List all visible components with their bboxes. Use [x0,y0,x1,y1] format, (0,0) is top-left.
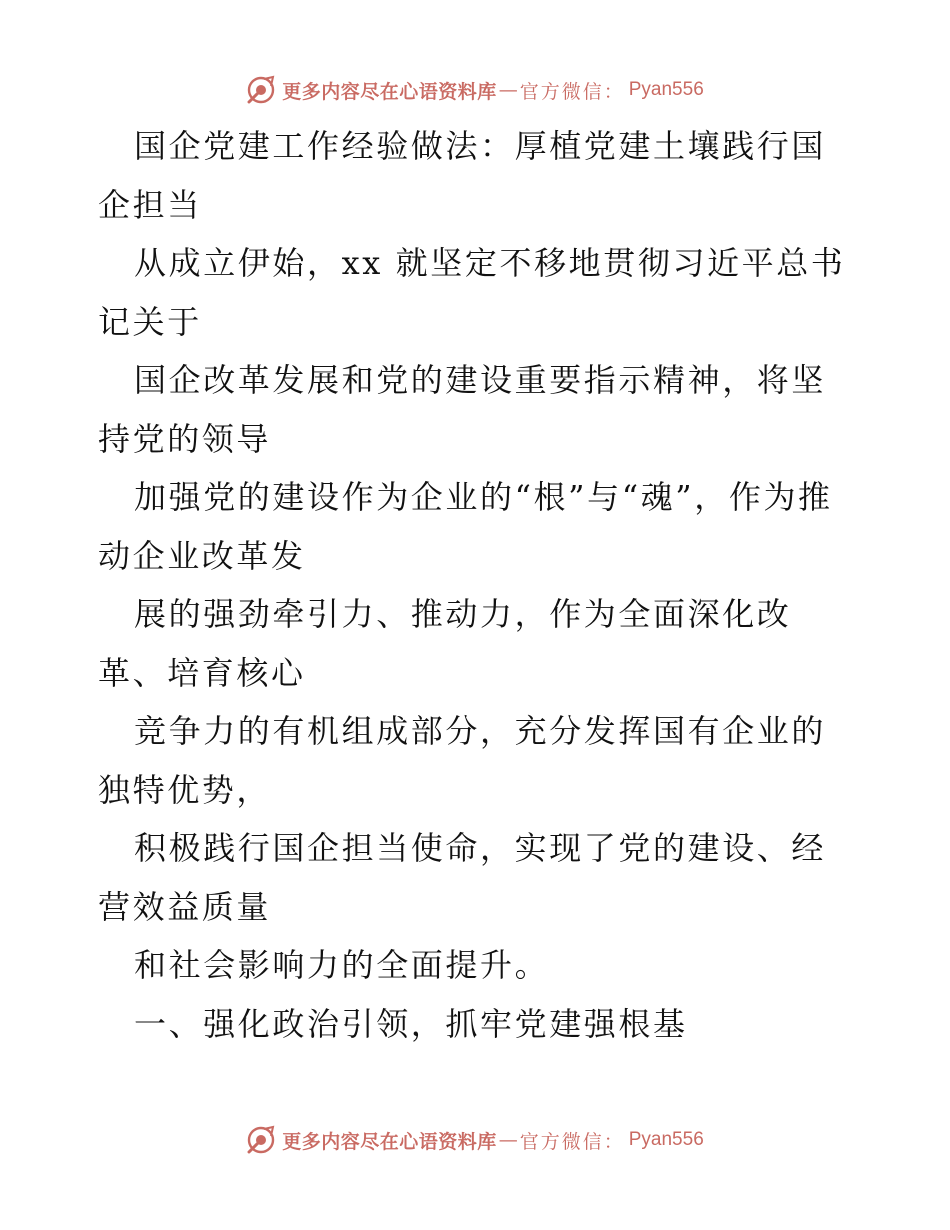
header-watermark [0,72,950,108]
paragraph: 加强党的建设作为企业的“根”与“魂”，作为推动企业改革发 [98,478,833,575]
watermark-dash: — [498,1129,518,1151]
paragraph: 积极践行国企担当使命，实现了党的建设、经营效益质量 [98,829,827,926]
watermark-text: 更多内容尽在心语资料库 [282,1130,497,1153]
pen-logo-icon [246,75,276,105]
watermark-wechat-id: Pyan556 [628,79,704,100]
pen-logo-icon [246,1125,276,1155]
watermark-wechat-id: Pyan556 [628,1129,704,1150]
paragraph: 展的强劲牵引力、推动力，作为全面深化改革、培育核心 [98,595,792,692]
section-heading: 一、强化政治引领，抓牢党建强根基 [134,1004,688,1043]
watermark-text: 更多内容尽在心语资料库 [282,80,497,103]
paragraph: 竞争力的有机组成部分，充分发挥国有企业的独特优势， [98,712,827,809]
footer-watermark [0,1122,950,1158]
watermark-wechat-label: 官方微信： [519,1130,625,1153]
paragraph: 国企改革发展和党的建设重要指示精神，将坚持党的领导 [98,361,827,458]
watermark-wechat-label: 官方微信： [519,80,625,103]
paragraph: 和社会影响力的全面提升。 [134,946,550,984]
document-title: 国企党建工作经验做法：厚植党建土壤践行国企担当 [98,127,827,224]
watermark-dash: — [498,79,518,101]
paragraph: 从成立伊始，xx 就坚定不移地贯彻习近平总书记关于 [98,244,846,341]
document-body [98,117,858,1053]
